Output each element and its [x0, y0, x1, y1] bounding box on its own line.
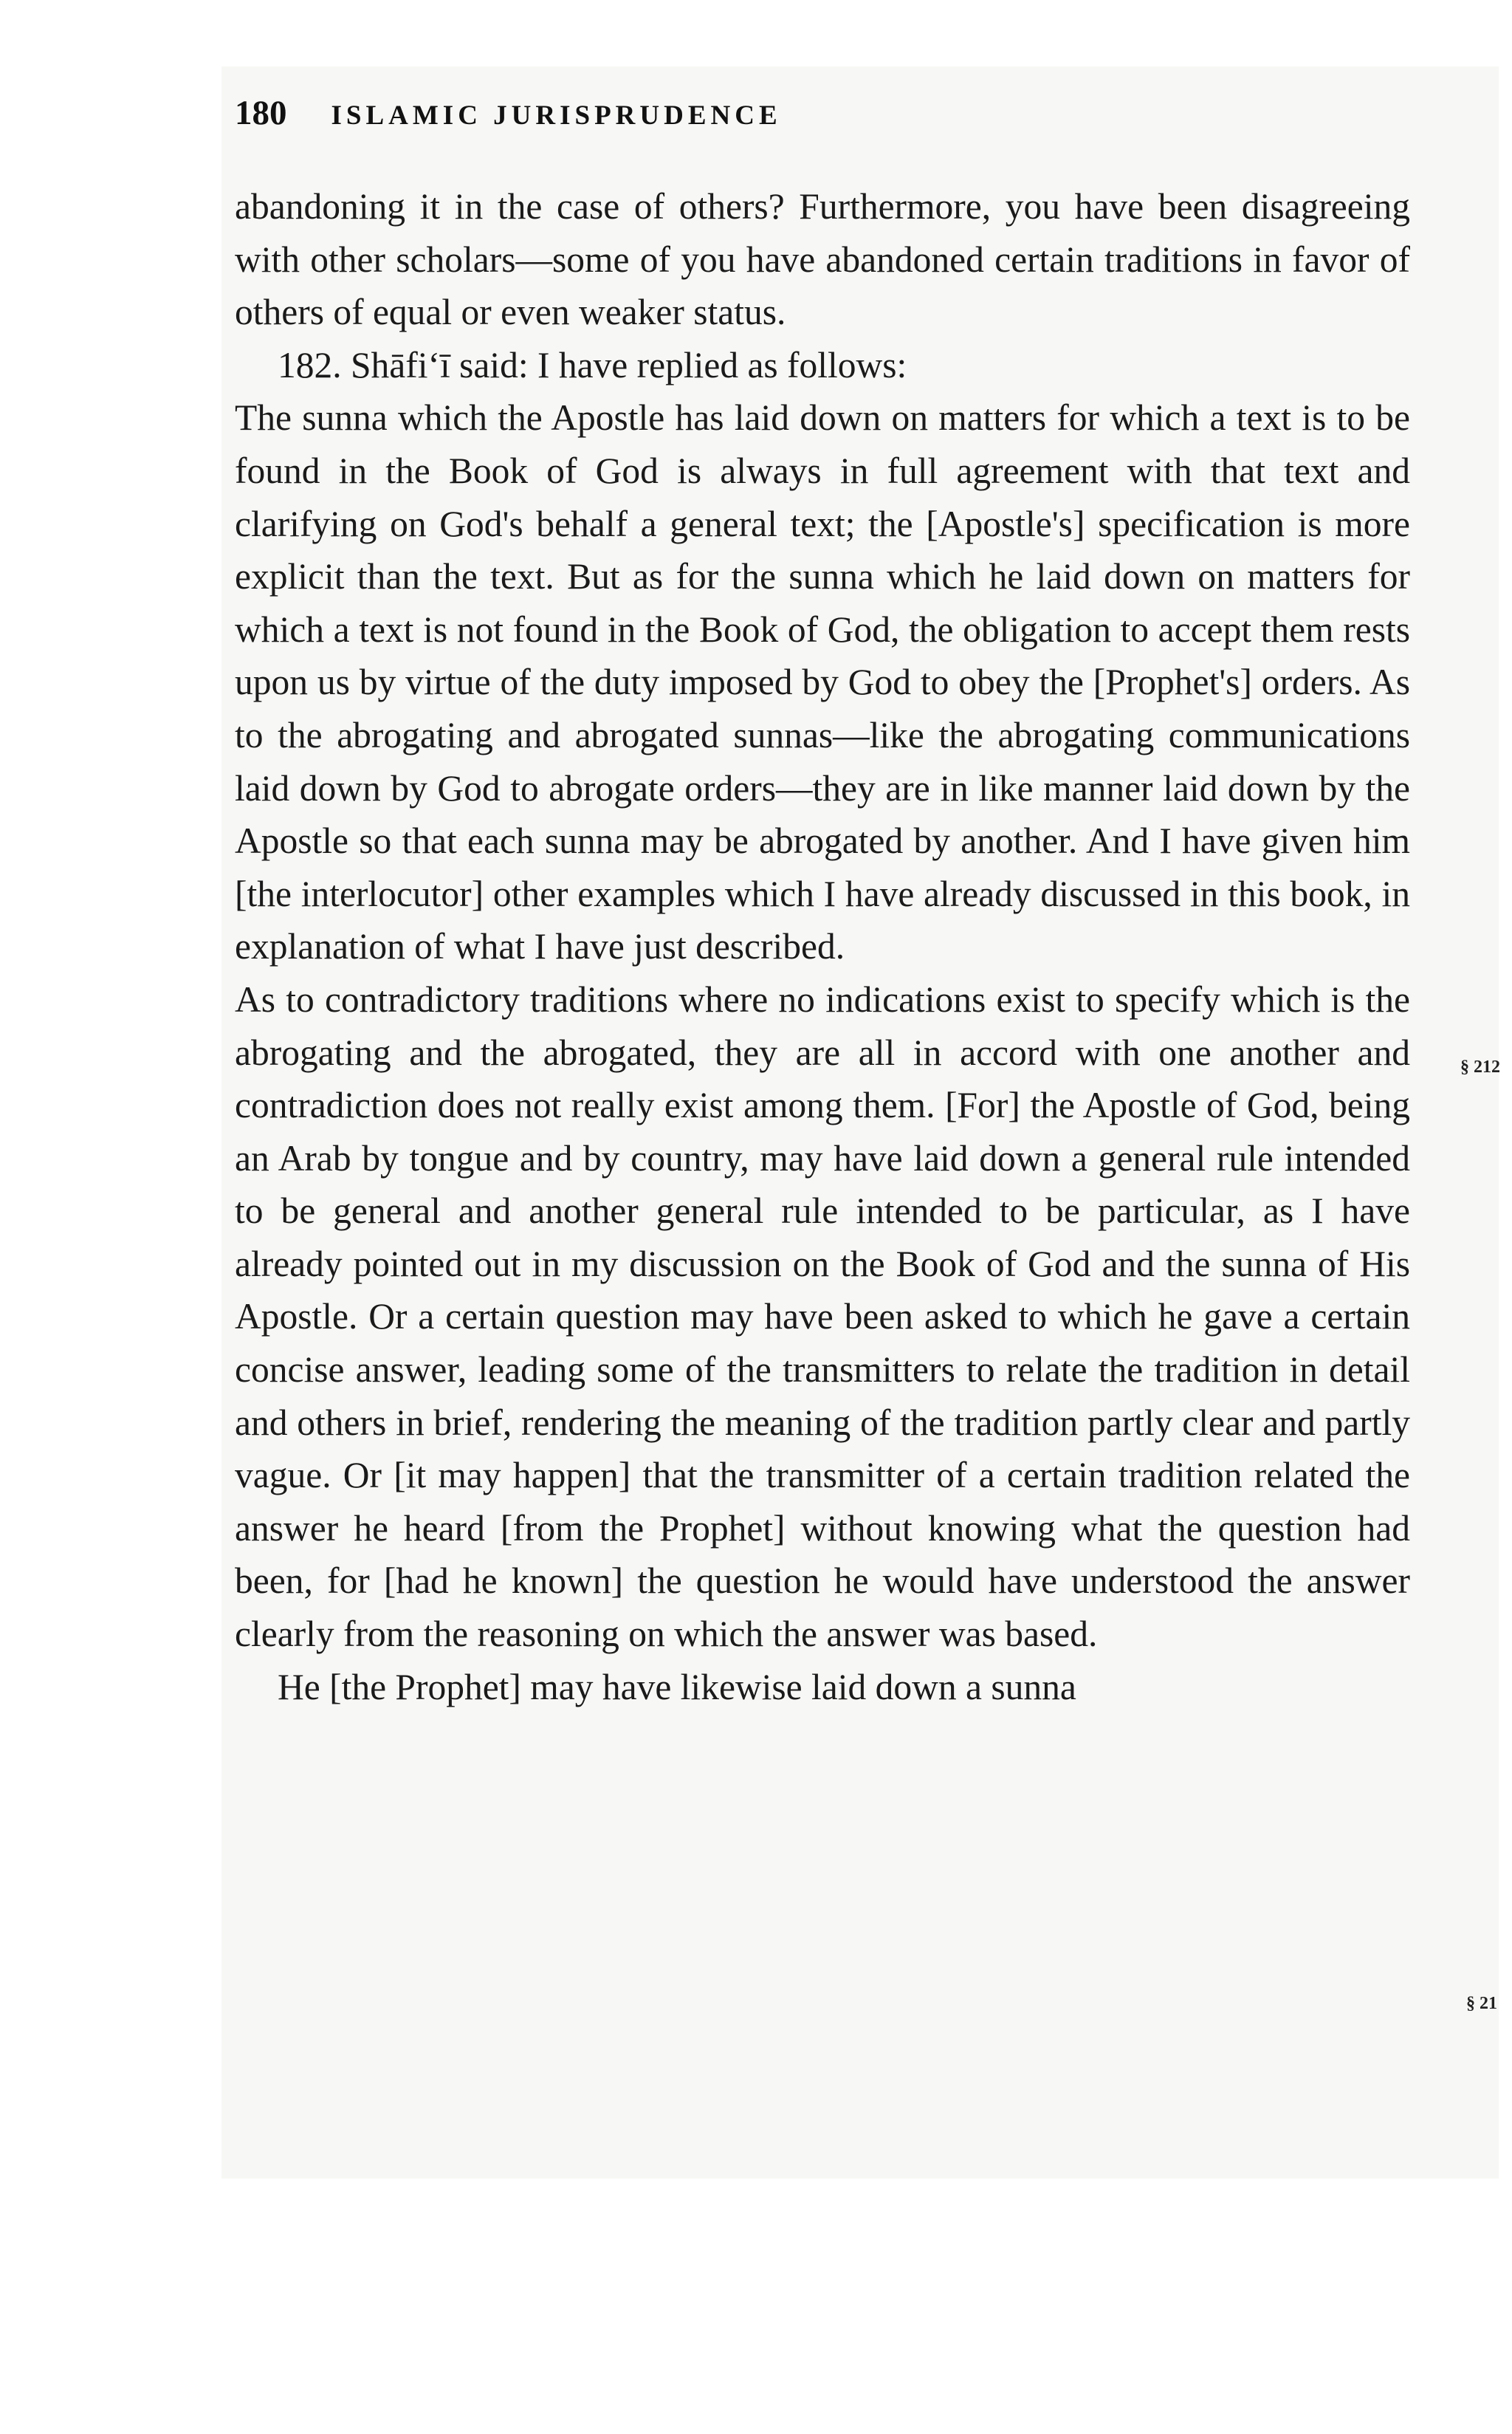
paragraph-section-182: 182. Shāfi‘ī said: I have replied as follows: [278, 344, 907, 385]
paragraph-prophet-sunna: He [the Prophet] may have likewise laid down a sunna [278, 1666, 1076, 1707]
body-text [235, 180, 1410, 1713]
paragraph-contradictory-traditions: As to contradictory traditions where no indications exist to specify which is the abrogating and the abrogated, they are all in accord with one another and contradiction does not really exist among them. [For] the Apostle of God, being an Arab by tongue and by country, may have laid down a general rule intended to be general and another general rule intended to be particular, as I have already pointed out in my discussion on the Book of God and the sunna of His Apostle. Or a certain question may have been asked to which he gave a certain concise answer, leading some of the transmitters to relate the tradition in detail and others in brief, rendering the meaning of the tradition partly clear and partly vague. Or [it may happen] that the transmitter of a certain tradition related the answer he heard [from the Prophet] without knowing what the question had been, for [had he known] the question he would have understood the answer clearly from the reasoning on which the answer was based. [235, 978, 1410, 1655]
page-number: 180 [235, 94, 287, 132]
running-head: ISLAMIC JURISPRUDENCE [331, 100, 782, 131]
margin-reference: § 21 [1466, 1994, 1497, 2013]
margin-reference: § 212 [1460, 1057, 1500, 1077]
paragraph-sunna-agreement: The sunna which the Apostle has laid down on matters for which a text is to be found in the Book of God is always in full agreement with that text and clarifying on God's behalf a general text; the [Apostle's] specification is more explicit than the text. But as for the sunna which he laid down on matters for which a text is not found in the Book of God, the obligation to accept them rests upon us by virtue of the duty imposed by God to obey the [Prophet's] orders. As to the abrogating and abrogated sunnas—like the abrogating communications laid down by God to abrogate orders—they are in like manner laid down by the Apostle so that each sunna may be abrogated by another. And I have given him [the interlocutor] other examples which I have already discussed in this book, in explanation of what I have just described. [235, 397, 1410, 967]
page-header [235, 93, 782, 137]
paragraph-continuation: abandoning it in the case of others? Furthermore, you have been disagreeing with other scholars—some of you have abandoned certain traditions in favor of others of equal or even weaker status. [235, 186, 1410, 333]
